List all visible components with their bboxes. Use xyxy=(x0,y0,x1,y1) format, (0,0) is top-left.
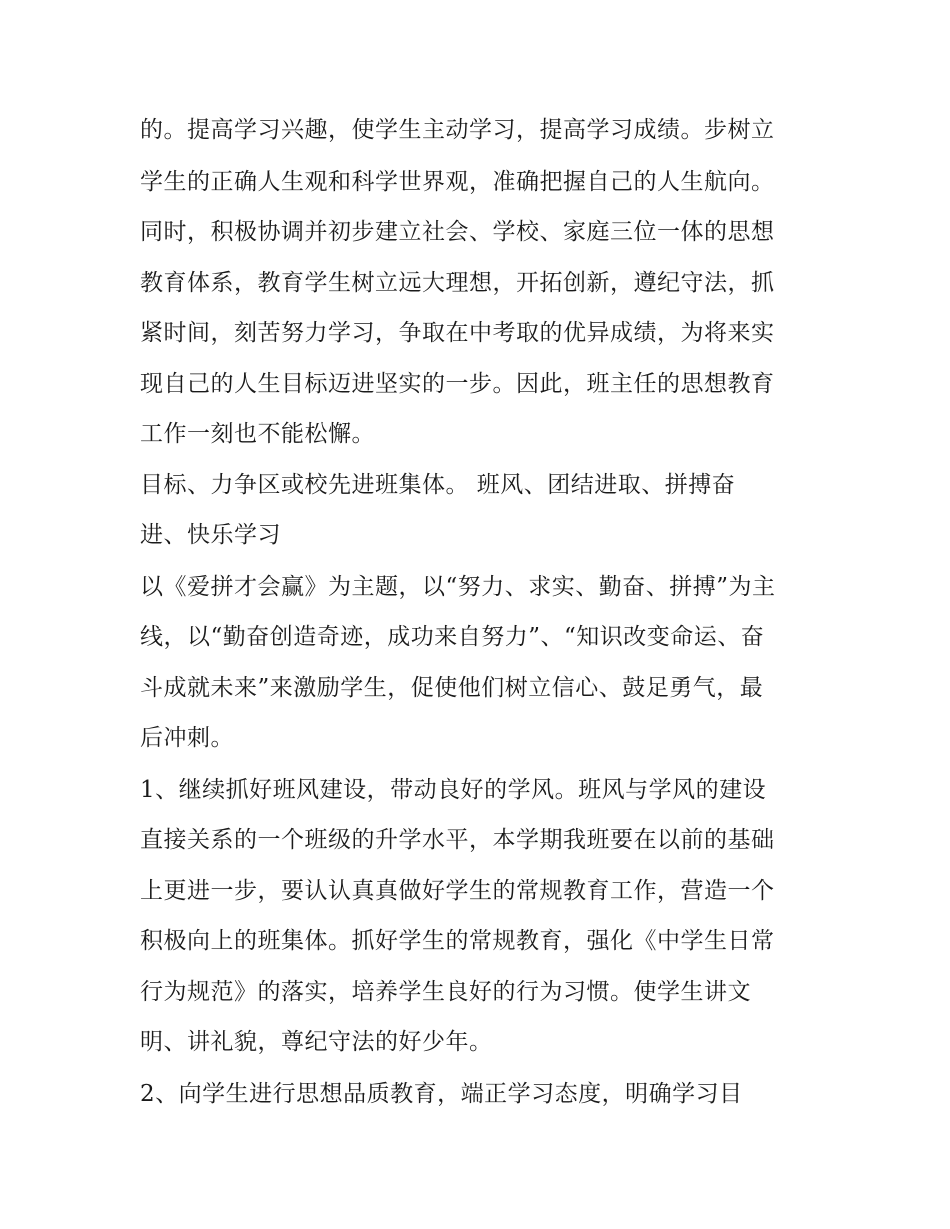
text-line: 目标、力争区或校先进班集体。 班风、团结进取、拼搏奋 xyxy=(140,472,736,498)
text-line: 教育体系，教育学生树立远大理想，开拓创新，遵纪守法，抓 xyxy=(140,270,775,296)
text-line: 线，以“勤奋创造奇迹，成功来自努力”、“知识改变命运、奋 xyxy=(140,624,765,650)
text-line: 1、继续抓好班风建设，带动良好的学风。班风与学风的建设 xyxy=(140,777,767,803)
text-line: 2、向学生进行思想品质教育，端正学习态度，明确学习目 xyxy=(140,1081,743,1107)
text-line: 进、快乐学习 xyxy=(140,522,281,548)
text-line: 紧时间，刻苦努力学习，争取在中考取的优异成绩，为将来实 xyxy=(140,320,775,346)
text-line: 同时，积极协调并初步建立社会、学校、家庭三位一体的思想 xyxy=(140,219,775,245)
text-line: 上更进一步，要认认真真做好学生的常规教育工作，营造一个 xyxy=(140,878,775,904)
text-line: 学生的正确人生观和科学世界观，准确把握自己的人生航向。 xyxy=(140,169,775,195)
text-line: 的。提高学习兴趣，使学生主动学习，提高学习成绩。步树立 xyxy=(140,117,775,143)
text-line: 明、讲礼貌，尊纪守法的好少年。 xyxy=(140,1029,493,1055)
text-line: 以《爱拼才会赢》为主题，以“努力、求实、勤奋、拼搏”为主 xyxy=(140,574,776,600)
text-line: 直接关系的一个班级的升学水平，本学期我班要在以前的基础 xyxy=(140,827,775,853)
text-line: 工作一刻也不能松懈。 xyxy=(140,421,375,447)
text-line: 现自己的人生目标迈进坚实的一步。因此，班主任的思想教育 xyxy=(140,371,775,397)
text-line: 斗成就未来”来激励学生，促使他们树立信心、鼓足勇气，最 xyxy=(140,675,764,701)
text-line: 行为规范》的落实，培养学生良好的行为习惯。使学生讲文 xyxy=(140,979,751,1005)
text-line: 后冲刺。 xyxy=(140,725,234,751)
text-line: 积极向上的班集体。抓好学生的常规教育，强化《中学生日常 xyxy=(140,928,775,954)
